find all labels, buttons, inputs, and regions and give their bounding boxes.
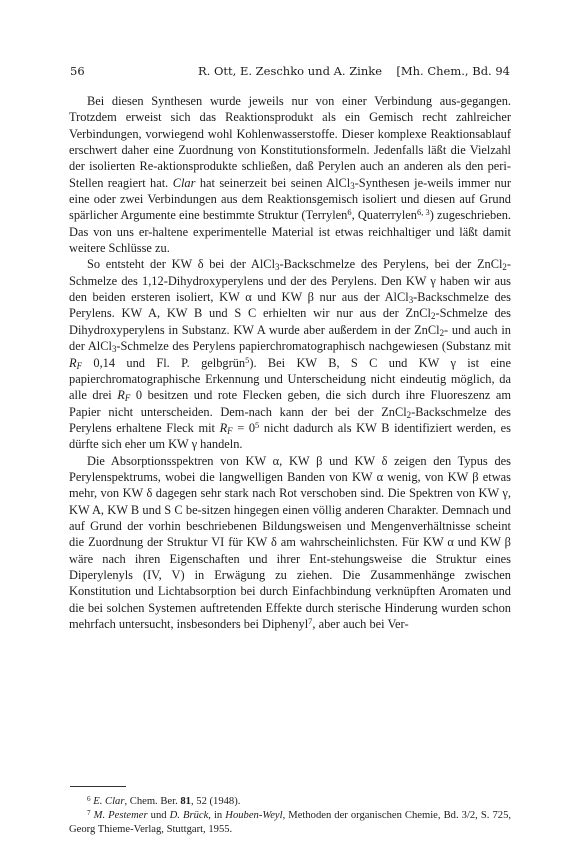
footnote-6: $^6$ E. Clar, Chem. Ber. 81, 52 (1948). (87, 794, 241, 807)
header-authors: R. Ott, E. Zeschko und A. Zinke (198, 64, 383, 78)
paragraph-1: Bei diesen Synthesen wurde jeweils nur von einer Verbindung aus-gegangen. Trotzdem erweist sich das Reaktionsprodukt als ein Gemisch recht zahlreicher Verbindungen, vorwiegend wohl Kohlenwasserstoffe. Dieser komplexe Reaktionsablauf erschwert daher eine Zuordnung von Konstitutionsformeln. Jedenfalls läßt die Vielzahl der isolierten Re-aktionsprodukte schließen, daß Perylen auch an anderen als den peri-Stellen reagiert hat. Clar hat seinerzeit bei seinen AlCl$_3$-Synthesen je-weils immer nur eine oder zwei Verbindungen aus dem Reaktionsgemisch isoliert und diesen auf Grund spärlicher Argumente eine bestimmte Struktur (Terrylen$^6$, Quaterrylen$^{6, 3}$) zugeschrieben. Das von uns er-haltene experimentelle Material ist etwas reichhaltiger und läßt damit weitere Schlüsse zu. (69, 94, 511, 256)
footnote-ref: 6 (347, 207, 352, 218)
body-text (69, 93, 511, 632)
page-number: 56 (70, 64, 85, 78)
footnote-7: $^7$ M. Pestemer und D. Brück, in Houben-Weyl, Methoden der organischen Chemie, Bd. 3/2, S. 725, Georg Thieme-Verlag, Stuttgart, 1955. (69, 808, 512, 835)
footnote-ref: 6, 3 (417, 207, 430, 218)
footnote-ref: 5 (255, 420, 260, 431)
footnote-ref: 5 (245, 354, 250, 365)
author-ref-clar: Clar (172, 175, 196, 190)
paragraph-3: Die Absorptionsspektren von KW α, KW β und KW δ zeigen den Typus des Perylenspektrums, wobei die langwelligen Banden von KW α wenig, von KW β etwas mehr, von KW δ dagegen sehr stark nach Rot verschoben sind. Die Spektren von KW γ, KW A, KW B und S C be-sitzen hingegen einen völlig anderen Charakter. Demnach und auf Grund der vorhin beschriebenen Bildungsweisen und Mengenverhältnisse scheint die Zuordnung der Struktur VI für KW δ am wahrscheinlichsten. Für KW α und KW β wäre nach ihren Eigenschaften und ihrer Ent-stehungsweise die Struktur eines Diperylenyls (IV, V) in Erwägung zu ziehen. Die Zusammenhänge zwischen Konstitution und Lichtabsorption bei durch Einfachbindung verknüpften Aromaten und die bei solchen Systemen auftretenden Effekte durch sterische Hinderung wurden schon mehrfach untersucht, insbesonders bei Diphenyl$^7$, aber auch bei Ver- (69, 453, 511, 631)
header-journal: [Mh. Chem., Bd. 94 (396, 64, 510, 78)
footnote-separator (70, 786, 126, 787)
paragraph-2: So entsteht der KW δ bei der AlCl$_3$-Backschmelze des Perylens, bei der ZnCl$_2$-Schmelze des 1,12-Dihydroxyperylens und der des Perylens. Den KW γ haben wir aus den beiden ersteren isoliert, KW α und KW β nur aus der AlCl$_3$-Backschmelze des Perylens. KW A, KW B und S C erhielten wir nur aus der ZnCl$_2$-Schmelze des Dihydroxyperylens in Substanz. KW A wurde aber außerdem in der ZnCl$_2$- und auch in der AlCl$_3$-Schmelze des Perylens papierchromatographisch nachgewiesen (Substanz mit $R_F$ 0,14 und Fl. P. gelbgrün$^5$). Bei KW B, S C und KW γ ist eine papierchromatographische Erkennung und Unterscheidung nicht eindeutig möglich, da alle drei $R_F$ 0 besitzen und rote Flecken geben, die sich durch ihre Fluoreszenz am Papier nicht unterscheiden. Dem-nach kann der bei der ZnCl$_2$-Backschmelze des Perylens erhaltene Fleck mit $R_F = 0^5$ nicht dadurch als KW B identifiziert werden, es dürfte sich eher um KW γ handeln. (69, 257, 512, 452)
footnotes (69, 795, 511, 837)
footnote-ref: 7 (308, 616, 313, 627)
